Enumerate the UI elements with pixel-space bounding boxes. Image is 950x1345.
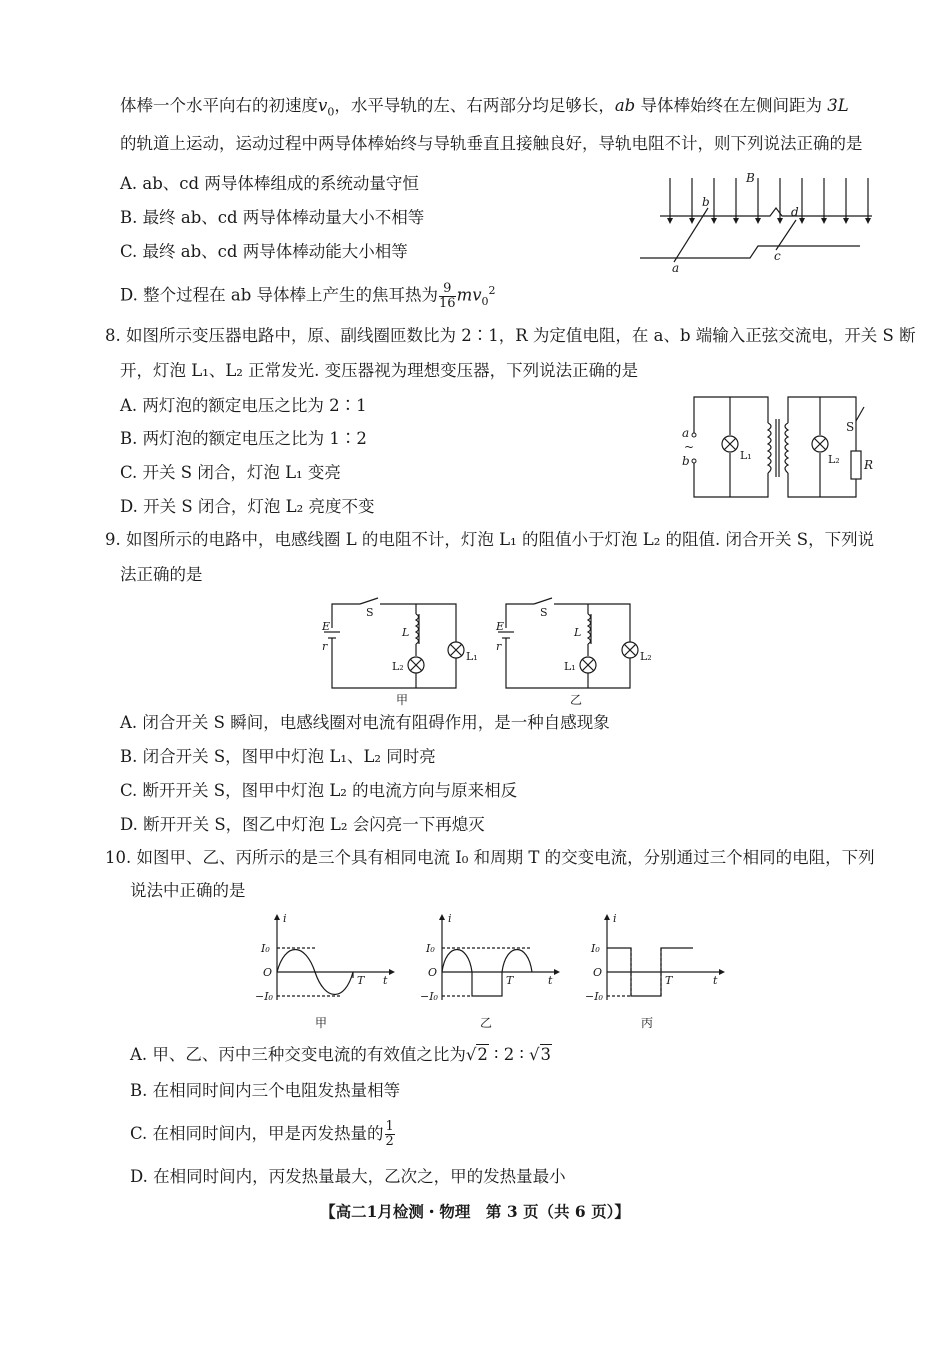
- switch-S: [534, 598, 552, 604]
- page-footer: 【高二1月检测・物理 第 3 页（共 6 页）】: [320, 1202, 630, 1221]
- label-R: R: [864, 458, 874, 472]
- q7-fraction: [439, 282, 456, 311]
- label-E: E: [322, 620, 331, 633]
- q8-stem-line1: 8. 如图所示变压器电路中，原、副线圈匝数比为 2∶1，R 为定值电阻，在 a、b 端输入正弦交流电，开关 S 断: [105, 326, 916, 345]
- q9-circuit-jia: [320, 598, 480, 708]
- q9-option-a[interactable]: A. 闭合开关 S 瞬间，电感线圈对电流有阻碍作用，是一种自感现象: [120, 713, 610, 732]
- label-O: O: [428, 966, 438, 979]
- label-T: T: [357, 974, 365, 987]
- label-I0: I₀: [591, 942, 600, 955]
- label-lamp-right: L₂: [640, 650, 652, 663]
- label-L1: L₁: [740, 449, 752, 462]
- q8-stem-line2: 开，灯泡 L₁、L₂ 正常发光. 变压器视为理想变压器，下列说法正确的是: [120, 361, 639, 380]
- q9-stem-line1: 9. 如图所示的电路中，电感线圈 L 的电阻不计，灯泡 L₁ 的阻值小于灯泡 L₂ 的阻值. 闭合开关 S，下列说: [105, 530, 875, 549]
- q9-option-b[interactable]: B. 闭合开关 S，图甲中灯泡 L₁、L₂ 同时亮: [120, 747, 436, 766]
- resistor-R: [851, 451, 861, 479]
- label-i: i: [283, 912, 287, 925]
- primary-coil: [768, 423, 771, 473]
- half-sine-1: [442, 950, 472, 973]
- q8-option-c[interactable]: C. 开关 S 闭合，灯泡 L₁ 变亮: [120, 463, 341, 482]
- bottom-rail: [640, 246, 860, 258]
- q7-option-b[interactable]: B. 最终 ab、cd 两导体棒动量大小不相等: [120, 208, 425, 227]
- q10-option-a[interactable]: A. 甲、乙、丙中三种交变电流的有效值之比为√2 ∶ 2 ∶ √3: [130, 1045, 552, 1064]
- label-b: b: [702, 195, 710, 209]
- q7-rails-figure: [640, 170, 880, 275]
- q10-option-b[interactable]: B. 在相同时间内三个电阻发热量相等: [130, 1081, 401, 1100]
- magnetic-field-lines: [670, 178, 868, 222]
- label-S: S: [366, 606, 374, 619]
- sqrt-2: 2: [477, 1045, 488, 1064]
- label-negI0: −I₀: [255, 990, 273, 1003]
- q10-frac-den: 2: [385, 1134, 394, 1149]
- label-T: T: [665, 974, 673, 987]
- label-i: i: [613, 912, 617, 925]
- q9-option-c[interactable]: C. 断开开关 S，图甲中灯泡 L₂ 的电流方向与原来相反: [120, 781, 518, 800]
- q7-mv-exp: 2: [488, 284, 496, 297]
- label-I0: I₀: [426, 942, 435, 955]
- switch-S: [360, 598, 378, 604]
- label-lamp-right: L₁: [466, 650, 478, 663]
- label-E: E: [496, 620, 505, 633]
- q7-stem-text: 体棒一个水平向右的初速度: [120, 96, 318, 115]
- label-b: b: [682, 454, 690, 468]
- q7-option-c[interactable]: C. 最终 ab、cd 两导体棒动能大小相等: [120, 242, 408, 261]
- label-c: c: [774, 249, 781, 263]
- q7-frac-num: 9: [439, 282, 456, 297]
- q8-option-b[interactable]: B. 两灯泡的额定电压之比为 1∶2: [120, 429, 367, 448]
- label-lamp-bottom: L₂: [392, 660, 404, 673]
- q10-graph-bing: [585, 912, 725, 1037]
- label-t: t: [713, 974, 718, 987]
- caption-jia: 甲: [396, 693, 409, 707]
- q10-option-d[interactable]: D. 在相同时间内，丙发热量最大，乙次之，甲的发热量最小: [130, 1167, 566, 1186]
- q7-mv: mv: [456, 285, 482, 305]
- q10-fraction: [385, 1120, 395, 1149]
- caption-bing: 丙: [641, 1016, 654, 1030]
- q7-v0-sub: 0: [327, 105, 335, 119]
- label-negI0: −I₀: [585, 990, 603, 1003]
- q7-option-d[interactable]: [120, 280, 496, 313]
- q8-transformer-figure: [680, 393, 880, 503]
- label-T: T: [506, 974, 514, 987]
- q10-graph-jia: [255, 912, 395, 1037]
- label-i: i: [448, 912, 452, 925]
- label-L: L: [402, 626, 410, 639]
- q10-option-c[interactable]: [130, 1120, 396, 1149]
- label-O: O: [263, 966, 273, 979]
- label-S: S: [846, 420, 855, 434]
- label-a: a: [672, 261, 680, 275]
- inductor-L: [588, 614, 591, 644]
- switch-S: [856, 407, 864, 421]
- q10-stem-line1: 10. 如图甲、乙、丙所示的是三个具有相同电流 I₀ 和周期 T 的交变电流，分别通过三个相同的电阻，下列: [105, 848, 875, 867]
- caption-jia: 甲: [315, 1016, 328, 1030]
- q7-v0: v: [318, 96, 328, 115]
- secondary-coil: [785, 423, 788, 473]
- q10-frac-num: 1: [385, 1119, 394, 1134]
- q10-stem-line2: 说法中正确的是: [130, 881, 246, 900]
- q7-frac-den: 16: [439, 295, 456, 311]
- q7-option-a[interactable]: A. ab、cd 两导体棒组成的系统动量守恒: [120, 174, 419, 193]
- q9-stem-line2: 法正确的是: [120, 565, 203, 584]
- label-t: t: [383, 974, 388, 987]
- q7-ab: ab: [614, 96, 636, 115]
- caption-yi: 乙: [570, 693, 583, 707]
- sqrt-3: 3: [540, 1045, 552, 1064]
- label-a: a: [682, 426, 690, 440]
- label-r: r: [496, 640, 502, 653]
- q8-option-a[interactable]: A. 两灯泡的额定电压之比为 2∶1: [120, 396, 367, 415]
- label-tilde: ~: [684, 440, 695, 454]
- q10-option-c-text: C. 在相同时间内，甲是丙发热量的: [130, 1124, 384, 1143]
- inductor-L: [416, 614, 419, 644]
- label-negI0: −I₀: [420, 990, 438, 1003]
- q9-option-d[interactable]: D. 断开开关 S，图乙中灯泡 L₂ 会闪亮一下再熄灭: [120, 815, 485, 834]
- label-r: r: [322, 640, 328, 653]
- label-I0: I₀: [261, 942, 270, 955]
- label-S: S: [540, 606, 548, 619]
- label-O: O: [593, 966, 603, 979]
- label-L: L: [574, 626, 582, 639]
- q7-stem-line1: [120, 95, 849, 123]
- label-t: t: [548, 974, 553, 987]
- q9-circuit-yi: [494, 598, 654, 708]
- caption-yi: 乙: [480, 1016, 493, 1030]
- label-d: d: [791, 205, 799, 219]
- square-negative: [472, 972, 502, 996]
- label-L2: L₂: [828, 453, 840, 466]
- q10-option-a-text: A. 甲、乙、丙中三种交变电流的有效值之比为: [130, 1045, 466, 1064]
- q7-option-d-text: D. 整个过程在 ab 导体棒上产生的焦耳热为: [120, 285, 439, 305]
- label-lamp-bottom: L₁: [564, 660, 576, 673]
- q7-mv-sub: 0: [481, 294, 489, 308]
- q7-stem-line2: 的轨道上运动，运动过程中两导体棒始终与导轨垂直且接触良好，导轨电阻不计，则下列说法正确的是: [120, 134, 863, 153]
- q7-3l: 3L: [827, 96, 849, 115]
- q7-stem-text: 导体棒始终在左侧间距为: [635, 96, 828, 115]
- label-B: B: [746, 171, 755, 185]
- q7-stem-text: ，水平导轨的左、右两部分均足够长，: [334, 96, 615, 115]
- q10-option-a-mid: ∶ 2 ∶: [488, 1045, 529, 1064]
- half-sine-2: [502, 950, 532, 973]
- q8-option-d[interactable]: D. 开关 S 闭合，灯泡 L₂ 亮度不变: [120, 497, 375, 516]
- q10-graph-yi: [420, 912, 560, 1037]
